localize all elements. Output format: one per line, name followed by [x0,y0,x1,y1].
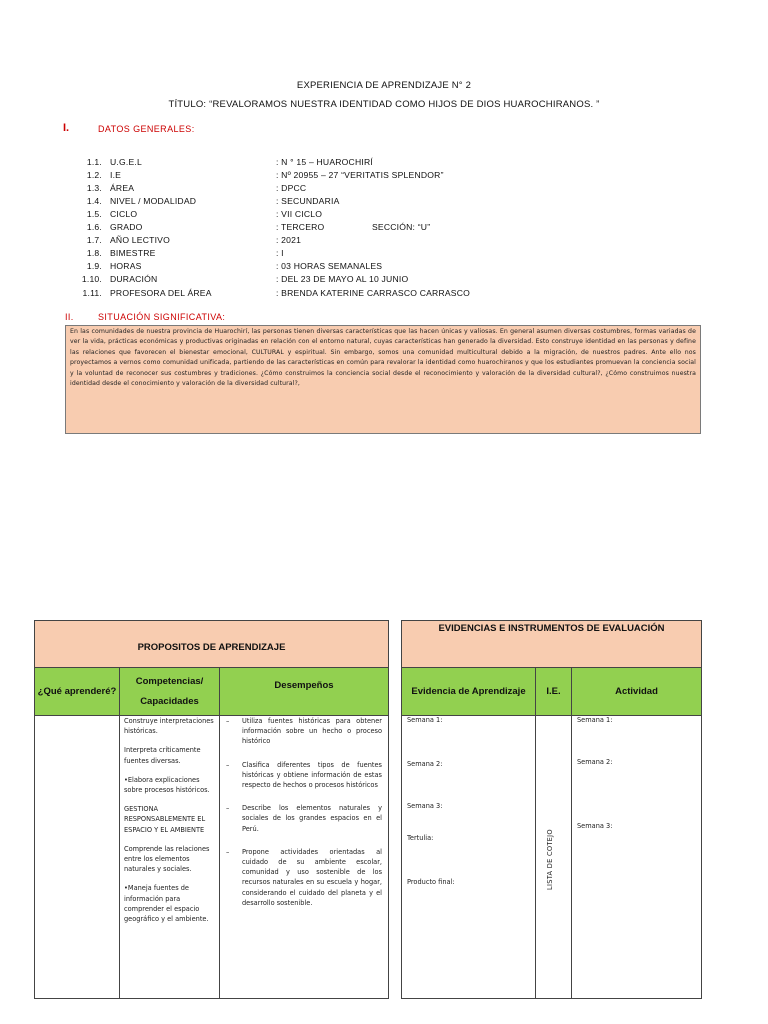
actividad-cell [571,715,702,999]
evidence-header-label: EVIDENCIAS E INSTRUMENTOS DE EVALUACIÓN [438,623,665,634]
evidencia-item: Semana 1: [407,716,443,724]
actividad-item: Semana 2: [577,758,613,766]
col-header-actividad [571,667,702,716]
capacidades-cell [119,715,220,999]
general-data-value: : DPCC [276,183,307,193]
general-data-row [64,208,584,221]
evidence-header [401,620,702,668]
evidencia-item: Semana 2: [407,760,443,768]
experience-heading: EXPERIENCIA DE APRENDIZAJE N° 2 [296,80,472,91]
general-data-number: 1.10. [81,274,102,284]
instrumento-label: LISTA DE COTEJO [546,829,554,891]
section1-title: DATOS GENERALES: [98,124,195,134]
general-data-row [64,247,584,260]
col-header-ie [535,667,572,716]
col-header-ie-label: I.E. [546,686,561,697]
desempeno-text: Clasifica diferentes tipos de fuentes históricas y obtiene información de estas respecto de hechos o procesos históricos [242,760,382,790]
section2-title: SITUACIÓN SIGNIFICATIVA: [98,312,226,322]
general-data-value: : N ° 15 – HUAROCHIRÍ [276,157,373,167]
actividad-item: Semana 3: [577,822,613,830]
purposes-header [34,620,389,668]
general-data-number: 1.2. [86,170,102,180]
dash-bullet-icon: – [226,847,230,856]
section1-number: I. [63,122,70,134]
col-header-que [34,667,120,716]
general-data-label: DURACIÓN [110,274,158,284]
general-data-value: : SECUNDARIA [276,196,340,206]
general-data-row [64,182,584,195]
col-header-desempenos [219,667,389,716]
col-header-actividad-label: Actividad [615,686,658,697]
capacidad-item: Comprende las relaciones entre los elementos naturales y sociales. [124,844,210,874]
significant-situation-box [65,325,701,434]
desempeno-item [226,847,382,908]
capacidad-item: Construye interpretaciones históricas. [124,717,214,736]
desempeno-text: Propone actividades orientadas al cuidado de su ambiente escolar, comunidad y uso sostenible de los recursos naturales en su escuela y hogar, considerando el cuidado del planeta y el desarrollo sostenible. [242,847,382,907]
general-data-row [64,273,584,286]
general-data-number: 1.7. [86,235,102,245]
desempeno-text: Utiliza fuentes históricas para obtener información sobre un hecho o proceso histórico [242,717,382,746]
general-data-number: 1.3. [86,183,102,193]
capacidad-item: GESTIONA RESPONSABLEMENTE EL ESPACIO Y EL AMBIENTE [124,805,206,834]
general-data-row [64,195,584,208]
general-data-number: 1.11. [82,288,102,298]
significant-situation-text: En las comunidades de nuestra provincia de Huarochirí, las personas tienen diversas características que las hacen únicas y valiosas. En general asumen diversas costumbres, formas variadas de ver la vida, prácticas económicas y productivas originadas en relación con el entorno natural, cuyas características han generado la diversidad. Esto construye identidad en las personas y define las relaciones que favorecen el bienestar emocional, CULTURAL y espiritual. Sin embargo, somos una comunidad multicultural debido a la migración, de nuestros padres. Ante ello nos proyectamos a vernos como comunidad unificada, partiendo de las características en común para revalorar la identidad como huarochiranos y que los estudiantes promuevan la conciencia social y la voluntad de reconocer sus costumbres y tradiciones. ¿Cómo construimos la conciencia social desde el reconocimiento y valoración de la diversidad cultural?, ¿Cómo construimos nuestra identidad desde el conocimiento y valoración de la diversidad cultural?, [70,328,696,388]
que-aprendere-cell [34,715,120,999]
desempenos-cell [219,715,389,999]
general-data-number: 1.1. [86,157,102,167]
general-data-row [64,221,584,234]
general-data-row [64,169,584,182]
desempeno-item [226,760,382,791]
desempeno-text: Describe los elementos naturales y sociales de los grandes espacios en el Perú. [242,804,382,833]
general-data-value: : 2021 [276,235,302,245]
general-data-value: : TERCERO [276,222,325,232]
dash-bullet-icon: – [226,804,230,813]
general-data-number: 1.6. [86,222,102,232]
general-data-label: ÁREA [110,183,135,193]
col-header-evidencia [401,667,536,716]
document-title: TÍTULO: “REVALORAMOS NUESTRA IDENTIDAD COMO HIJOS DE DIOS HUAROCHIRANOS. ” [168,99,600,110]
general-data-number: 1.5. [86,209,102,219]
dash-bullet-icon: – [226,717,230,725]
general-data-value: : VII CICLO [276,209,323,219]
general-data-number: 1.9. [86,261,102,271]
evidencia-item: Tertulia: [407,834,434,842]
actividad-item: Semana 1: [577,716,613,724]
general-data-row [64,234,584,247]
general-data-label: PROFESORA DEL ÁREA [110,288,212,298]
general-data-label: CICLO [110,209,138,219]
general-data-value: : BRENDA KATERINE CARRASCO CARRASCO [276,288,471,298]
purposes-header-label: PROPOSITOS DE APRENDIZAJE [137,641,286,653]
col-header-evidencia-label: Evidencia de Aprendizaje [411,686,526,697]
desempeno-item [226,803,382,834]
col-header-competencias [119,667,220,716]
general-data-label: U.G.E.L [110,157,142,167]
capacidad-item: •Elabora explicaciones sobre procesos históricos. [124,775,210,795]
general-data-row [64,156,584,169]
general-data-number: 1.4. [86,196,102,206]
capacidad-item: •Maneja fuentes de información para comprender el espacio geográfico y el ambiente. [124,884,209,924]
evidencia-cell [401,715,536,999]
general-data-label: AÑO LECTIVO [110,235,170,245]
general-data-value: : 03 HORAS SEMANALES [276,261,383,271]
col-header-que-label: ¿Qué aprenderé? [37,686,117,697]
general-data-label: BIMESTRE [110,248,156,258]
general-data-row [64,260,584,273]
general-data-number: 1.8. [86,248,102,258]
section2-number: II. [65,312,74,322]
general-data-value: : I [276,248,284,258]
evidencia-item: Semana 3: [407,802,443,810]
general-data-row [64,287,584,300]
general-data-extra: SECCIÓN: “U” [372,222,431,232]
general-data-label: HORAS [110,261,142,271]
dash-bullet-icon: – [226,760,230,769]
desempeno-item [226,716,382,747]
general-data-value: : DEL 23 DE MAYO AL 10 JUNIO [276,274,409,284]
general-data-value: : Nº 20955 – 27 “VERITATIS SPLENDOR” [276,170,444,180]
col-header-competencias-label: Competencias/ Capacidades [135,675,204,707]
general-data-label: GRADO [110,222,143,232]
general-data-label: NIVEL / MODALIDAD [110,196,197,206]
evidencia-item: Producto final: [407,878,455,886]
capacidad-item: Interpreta críticamente fuentes diversas. [124,746,201,765]
col-header-desempenos-label: Desempeños [274,680,334,691]
general-data-label: I.E [110,170,122,180]
